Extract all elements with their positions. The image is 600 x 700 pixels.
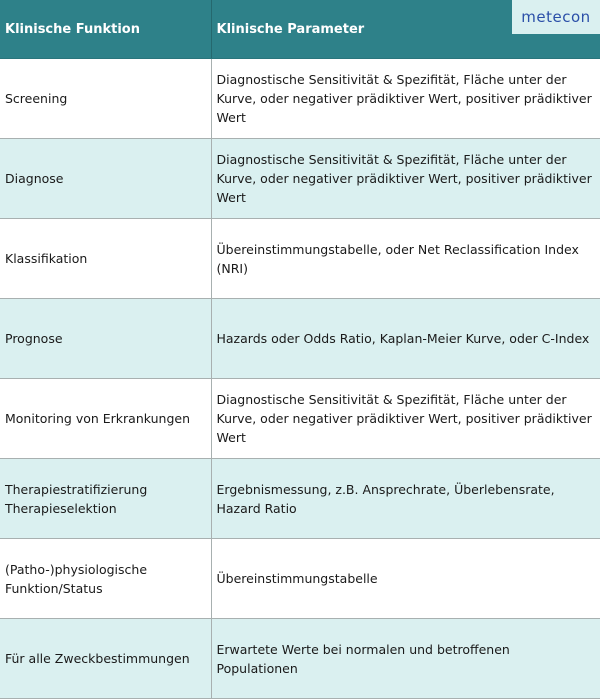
table-row [0, 379, 600, 459]
function-cell: Klassifikation [0, 219, 211, 299]
parameters-cell: Diagnostische Sensitivität & Spezifität, Fläche unter der Kurve, oder negativer prädiktiver Wert, positiver prädiktiver Wert [211, 139, 600, 219]
parameters-cell: Übereinstimmungstabelle [211, 539, 600, 619]
table-row [0, 219, 600, 299]
table-row [0, 539, 600, 619]
table-row [0, 459, 600, 539]
parameters-cell: Erwartete Werte bei normalen und betroffenen Populationen [211, 619, 600, 699]
table-row [0, 299, 600, 379]
table-row [0, 139, 600, 219]
table-row [0, 59, 600, 139]
function-cell: Für alle Zweckbestimmungen [0, 619, 211, 699]
parameters-cell: Diagnostische Sensitivität & Spezifität, Fläche unter der Kurve, oder negativer prädiktiver Wert, positiver prädiktiver Wert [211, 59, 600, 139]
parameters-cell: Übereinstimmungstabelle, oder Net Reclassification Index (NRI) [211, 219, 600, 299]
parameters-cell: Ergebnismessung, z.B. Ansprechrate, Überlebensrate, Hazard Ratio [211, 459, 600, 539]
function-cell: Prognose [0, 299, 211, 379]
header-clinical-function: Klinische Funktion [0, 0, 211, 59]
function-cell: Screening [0, 59, 211, 139]
table-row [0, 619, 600, 699]
header-clinical-parameters: Klinische Parameter [211, 0, 600, 59]
metecon-logo [512, 0, 600, 34]
parameters-cell: Diagnostische Sensitivität & Spezifität, Fläche unter der Kurve, oder negativer prädiktiver Wert, positiver prädiktiver Wert [211, 379, 600, 459]
table-header-row [0, 0, 600, 59]
function-cell: Diagnose [0, 139, 211, 219]
function-cell: Therapiestratifizierung Therapieselektion [0, 459, 211, 539]
logo-text: metecon [521, 8, 591, 26]
function-cell: Monitoring von Erkrankungen [0, 379, 211, 459]
parameters-cell: Hazards oder Odds Ratio, Kaplan-Meier Kurve, oder C-Index [211, 299, 600, 379]
function-cell: (Patho-)physiologische Funktion/Status [0, 539, 211, 619]
